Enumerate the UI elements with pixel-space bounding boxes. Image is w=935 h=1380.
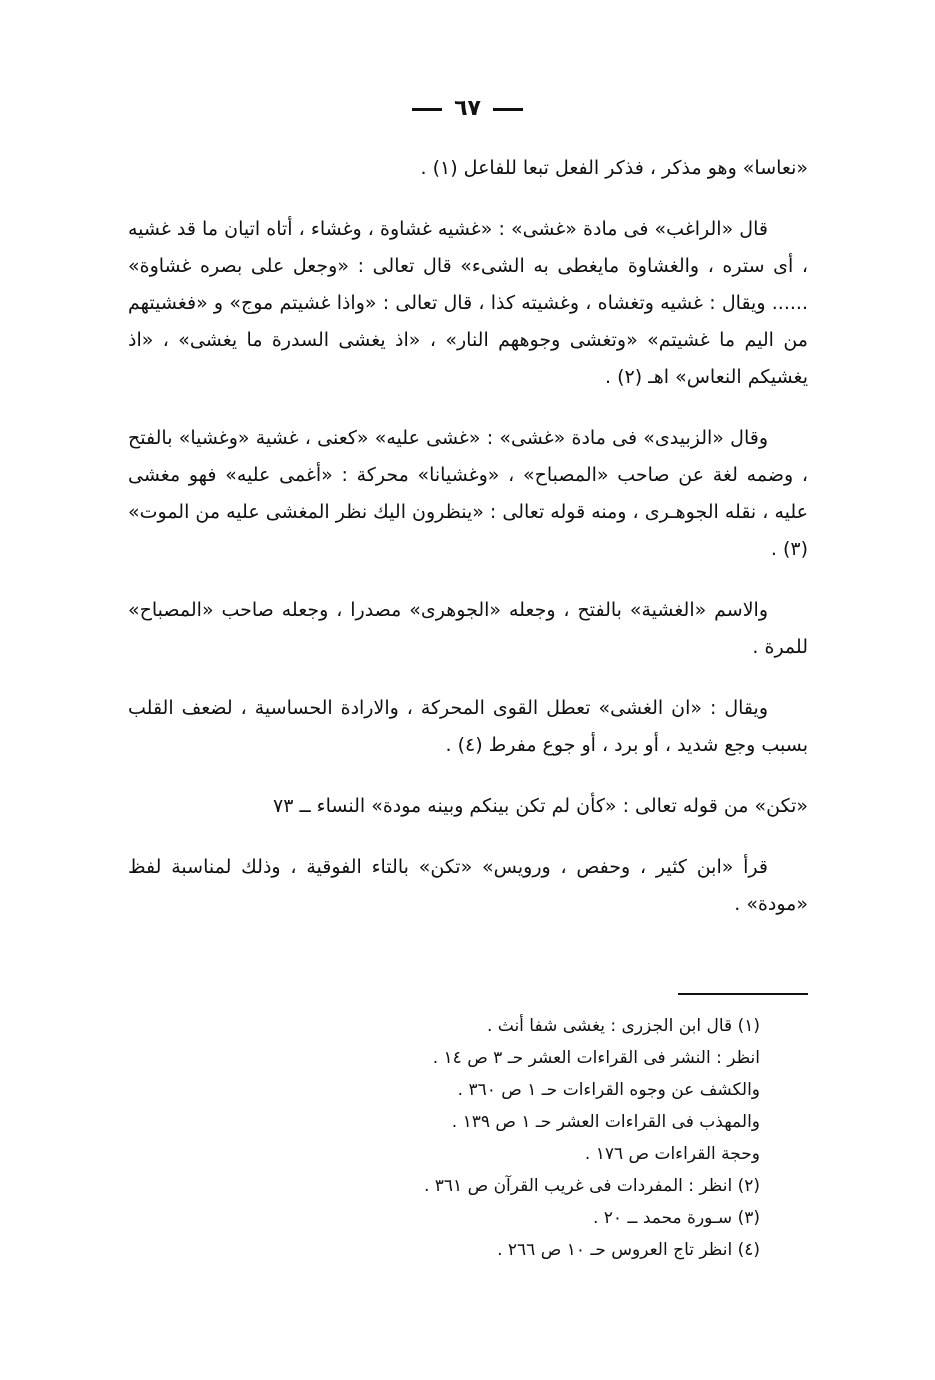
page-number: [0, 96, 935, 121]
page-number-dash-right: [493, 108, 523, 111]
paragraph: «نعاسا» وهو مذكر ، فذكر الفعل تبعا للفاعل (١) .: [420, 157, 808, 179]
footnote-line: (١) قال ابن الجزرى : يغشى شفا أنث .: [486, 1016, 760, 1036]
main-text: [128, 150, 808, 947]
footnote-line: (٣) سـورة محمد ــ ٢٠ .: [592, 1208, 760, 1228]
page-number-dash-left: [412, 108, 442, 111]
paragraph: وقال «الزبيدى» فى مادة «غشى» : «غشى عليه» «كعنى ، غشية «وغشيا» بالفتح ، وضمه لغة عن صاحب «المصباح» ، «وغشيانا» محركة : «أغمى عليه» فهو مغشى عليه ، نقله الجوهـرى ، ومنه قوله تعالى : «ينظرون اليك نظر المغشى عليه من الموت» (٣) .: [128, 427, 808, 560]
footnote-line: انظر : النشر فى القراءات العشر حـ ٣ ص ١٤ .: [432, 1048, 760, 1068]
footnote-line: والكشف عن وجوه القراءات حـ ١ ص ٣٦٠ .: [457, 1080, 760, 1100]
footnote-line: (٤) انظر تاج العروس حـ ١٠ ص ٢٦٦ .: [497, 1240, 760, 1260]
paragraph: «تكن» من قوله تعالى : «كأن لم تكن بينكم وبينه مودة» النساء ــ ٧٣: [273, 795, 808, 817]
footnote-divider: [678, 993, 808, 995]
footnote-line: والمهذب فى القراءات العشر حـ ١ ص ١٣٩ .: [451, 1112, 760, 1132]
footnotes: [300, 1010, 760, 1266]
paragraph: ويقال : «ان الغشى» تعطل القوى المحركة ، والارادة الحساسية ، لضعف القلب بسبب وجع شديد ، أو برد ، أو جوع مفرط (٤) .: [128, 697, 808, 756]
paragraph: والاسم «الغشية» بالفتح ، وجعله «الجوهرى» مصدرا ، وجعله صاحب «المصباح» للمرة .: [128, 599, 808, 658]
paragraph: قرأ «ابن كثير ، وحفص ، ورويس» «تكن» بالتاء الفوقية ، وذلك لمناسبة لفظ «مودة» .: [128, 856, 808, 915]
footnote-line: (٢) انظر : المفردات فى غريب القرآن ص ٣٦١ .: [423, 1176, 760, 1196]
footnote-line: وحجة القراءات ص ١٧٦ .: [584, 1144, 760, 1164]
paragraph: قال «الراغب» فى مادة «غشى» : «غشيه غشاوة ، وغشاء ، أتاه اتيان ما قد غشيه ، أى ستره ، والغشاوة مايغطى به الشىء» قال تعالى : «وجعل على بصره غشاوة» ...... ويقال : غشيه وتغشاه ، وغشيته كذا ، قال تعالى : «واذا غشيتم موج» و «فغشيتهم من اليم ما غشيتم» «وتغشى وجوههم النار» ، «اذ يغشى السدرة ما يغشى» ، «اذ يغشيكم النعاس» اهـ (٢) .: [128, 218, 808, 388]
page-number-text: ٦٧: [454, 96, 481, 121]
